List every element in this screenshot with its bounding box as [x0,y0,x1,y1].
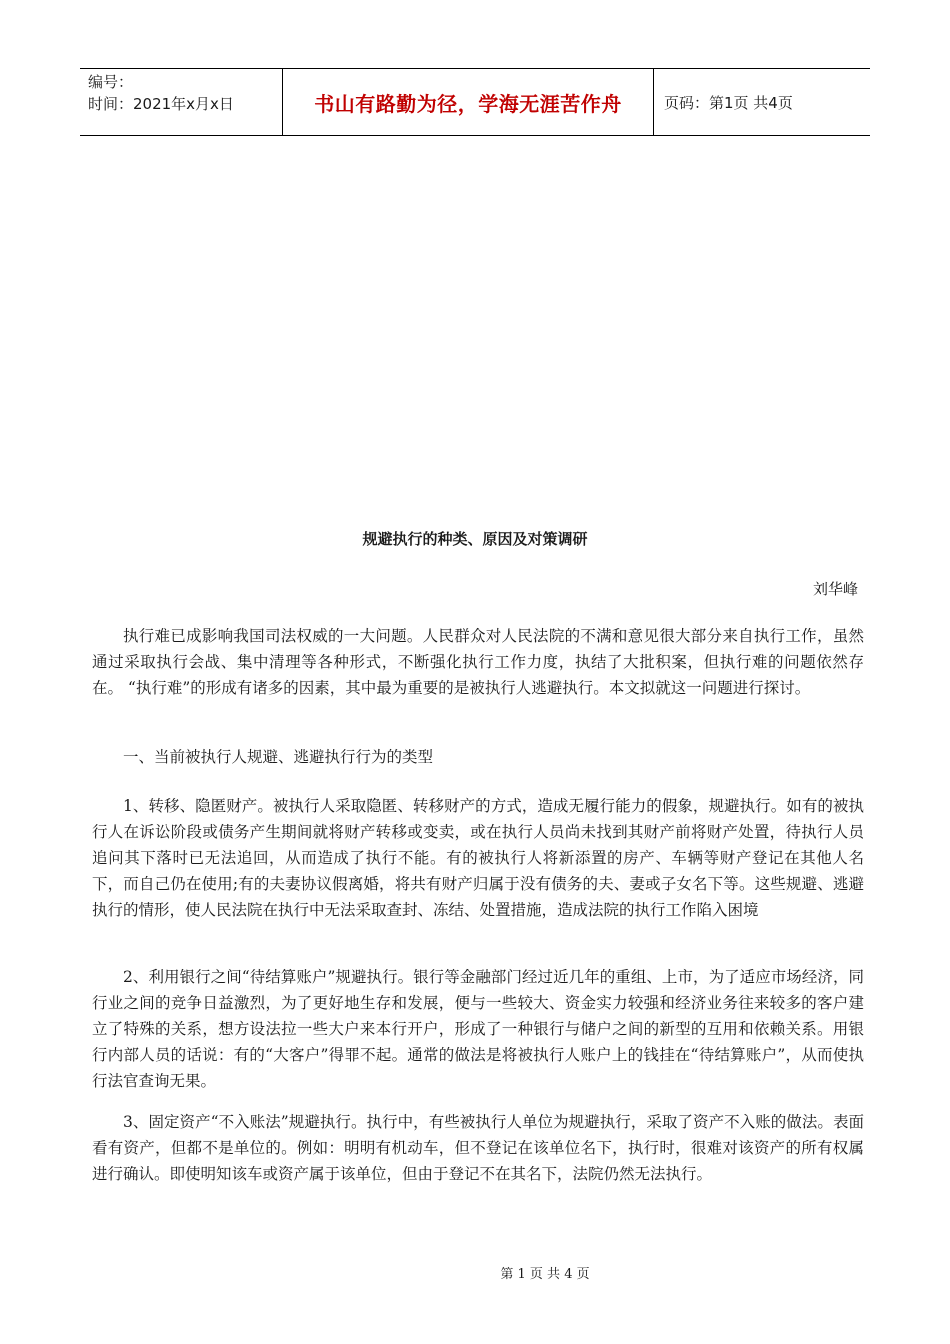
paragraph-intro: 执行难已成影响我国司法权威的一大问题。人民群众对人民法院的不满和意见很大部分来自执行工作，虽然通过采取执行会战、集中清理等各种形式，不断强化执行工作力度，执结了大批积案，但执行难的问题依然存在。 “执行难”的形成有诸多的因素，其中最为重要的是被执行人逃避执行。本文拟就这一问题进行探讨。 [92,627,864,697]
page-footer: 第 1 页 共 4 页 [500,1267,590,1282]
page-header [80,68,870,136]
paragraph-item-2: 2、利用银行之间“待结算账户”规避执行。银行等金融部门经过近几年的重组、上市，为了适应市场经济，同行业之间的竞争日益激烈，为了更好地生存和发展，便与一些较大、资金实力较强和经济业务往来较多的客户建立了特殊的关系，想方设法拉一些大户来本行开户，形成了一种银行与储户之间的新型的互用和依赖关系。用银行内部人员的话说：有的“大客户”得罪不起。通常的做法是将被执行人账户上的钱挂在“待结算账户”，从而使执行法官查询无果。 [92,968,864,1090]
document-title: 规避执行的种类、原因及对策调研 [362,530,588,548]
paragraph-item-1: 1、转移、隐匿财产。被执行人采取隐匿、转移财产的方式，造成无履行能力的假象，规避执行。如有的被执行人在诉讼阶段或债务产生期间就将财产转移或变卖，或在执行人员尚未找到其财产前将财产处置，待执行人员追问其下落时已无法追回，从而造成了执行不能。有的被执行人将新添置的房产、车辆等财产登记在其他人名下，而自己仍在使用;有的夫妻协议假离婚，将共有财产归属于没有债务的夫、妻或子女名下等。这些规避、逃避执行的情形，使人民法院在执行中无法采取查封、冻结、处置措施，造成法院的执行工作陷入困境 [92,797,864,919]
header-motto: 书山有路勤为径，学海无涯苦作舟 [282,69,654,135]
header-meta [80,69,282,135]
section-heading: 一、当前被执行人规避、逃避执行行为的类型 [123,748,434,766]
paragraph-item-3: 3、固定资产“不入账法”规避执行。执行中，有些被执行人单位为规避执行，采取了资产不入账的做法。表面看有资产，但都不是单位的。例如：明明有机动车，但不登记在该单位名下，执行时，很难对该资产的所有权属进行确认。即使明知该车或资产属于该单位，但由于登记不在其名下，法院仍然无法执行。 [92,1113,864,1183]
time-label: 时间：2021年x月x日 [88,95,234,113]
number-label: 编号： [88,73,134,91]
document-author: 刘华峰 [812,580,858,598]
header-page-info: 页码：第1页 共4页 [664,93,793,112]
